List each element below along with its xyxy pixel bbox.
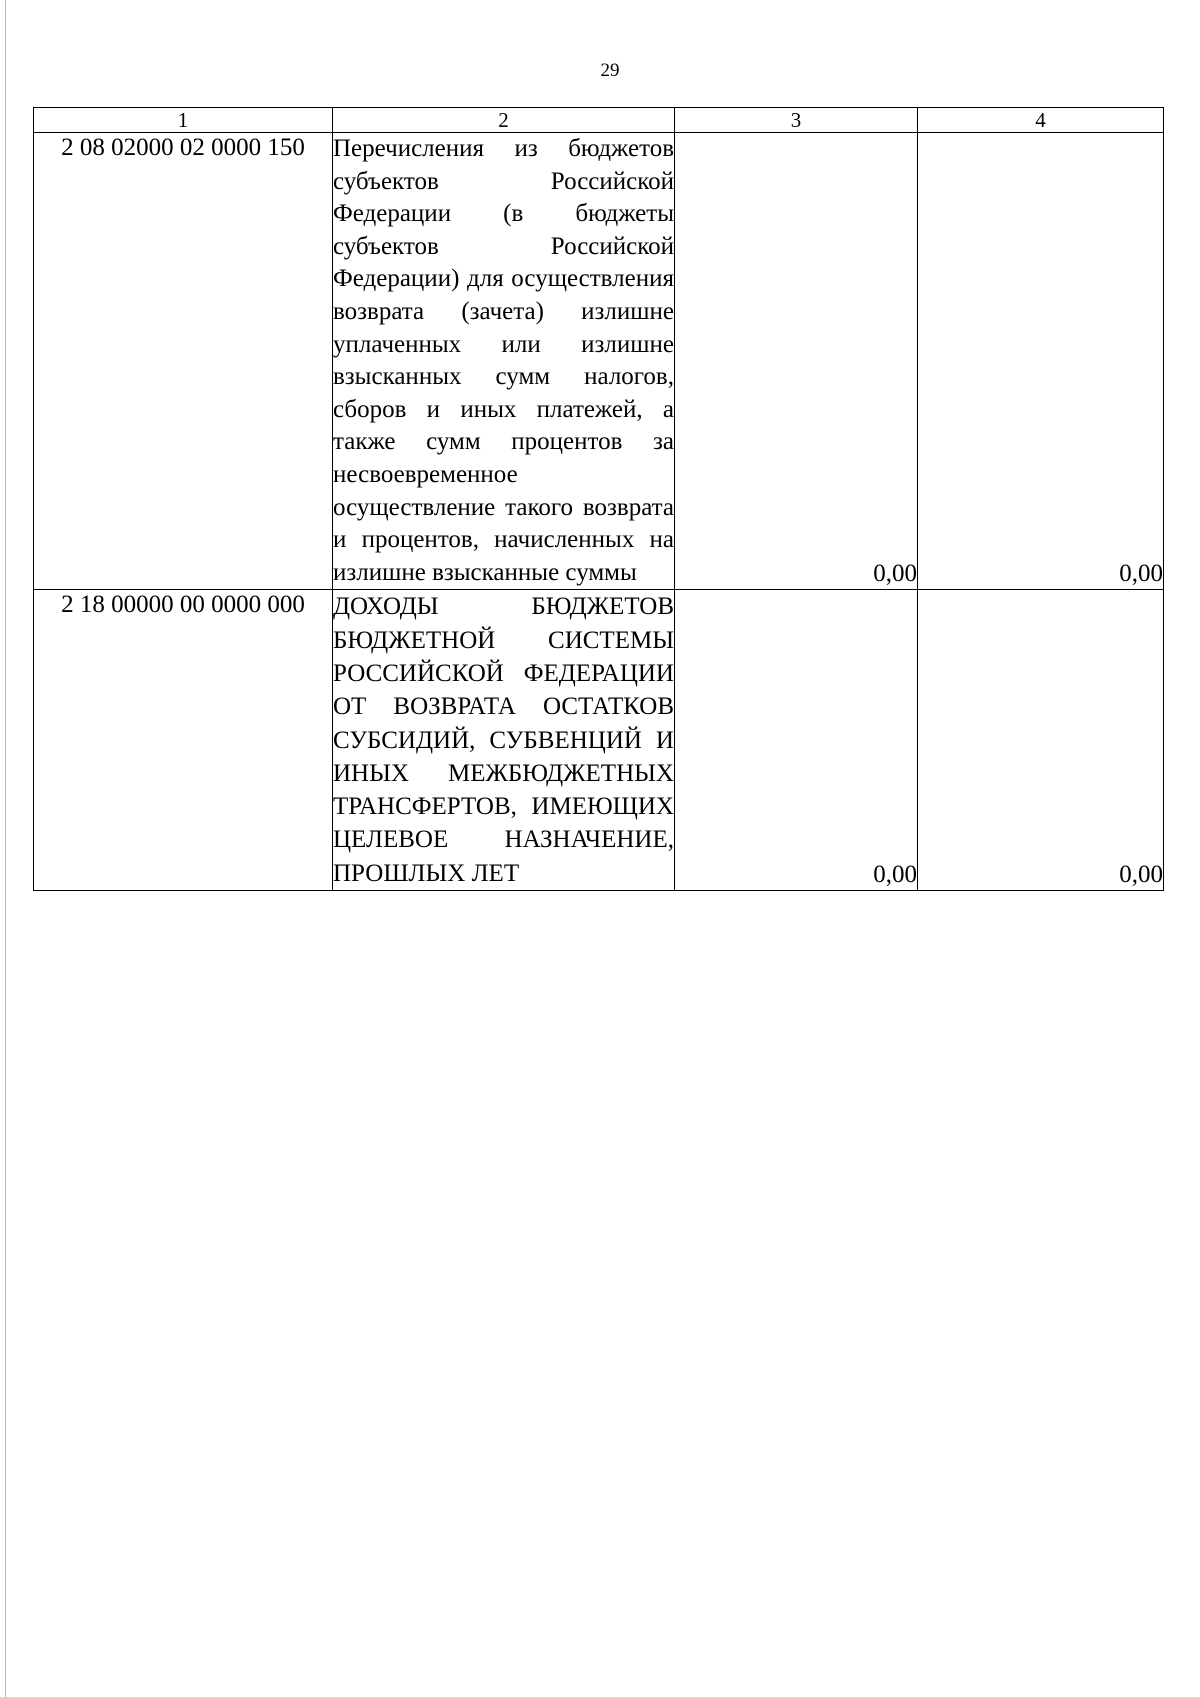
table-header-row [34,108,1164,133]
scan-edge-line [5,0,6,1697]
column-header-4: 4 [918,108,1164,133]
page-number: 29 [600,60,620,81]
income-name-cell: Перечисления из бюджетов субъектов Российской Федерации (в бюджеты субъектов Российской Федерации) для осуществления возврата (зачета) излишне уплаченных или излишне взысканных сумм налогов, сборов и иных платежей, а также сумм процентов за несвоевременное осуществление такого возврата и процентов, начисленных на излишне взысканные суммы [333,133,675,590]
column-header-1: 1 [34,108,333,133]
budget-table [33,107,1164,891]
income-name-cell: ДОХОДЫ БЮДЖЕТОВ БЮДЖЕТНОЙ СИСТЕМЫ РОССИЙСКОЙ ФЕДЕРАЦИИ ОТ ВОЗВРАТА ОСТАТКОВ СУБСИДИЙ, СУБВЕНЦИЙ И ИНЫХ МЕЖБЮДЖЕТНЫХ ТРАНСФЕРТОВ, ИМЕЮЩИХ ЦЕЛЕВОЕ НАЗНАЧЕНИЕ, ПРОШЛЫХ ЛЕТ [333,590,675,891]
table-row [34,133,1164,590]
table-row [34,590,1164,891]
amount-col3-cell: 0,00 [675,133,918,590]
amount-col4-cell: 0,00 [918,590,1164,891]
amount-col4-cell: 0,00 [918,133,1164,590]
amount-col3-cell: 0,00 [675,590,918,891]
column-header-2: 2 [333,108,675,133]
column-header-3: 3 [675,108,918,133]
budget-code-cell: 2 08 02000 02 0000 150 [34,133,333,590]
budget-code-cell: 2 18 00000 00 0000 000 [34,590,333,891]
